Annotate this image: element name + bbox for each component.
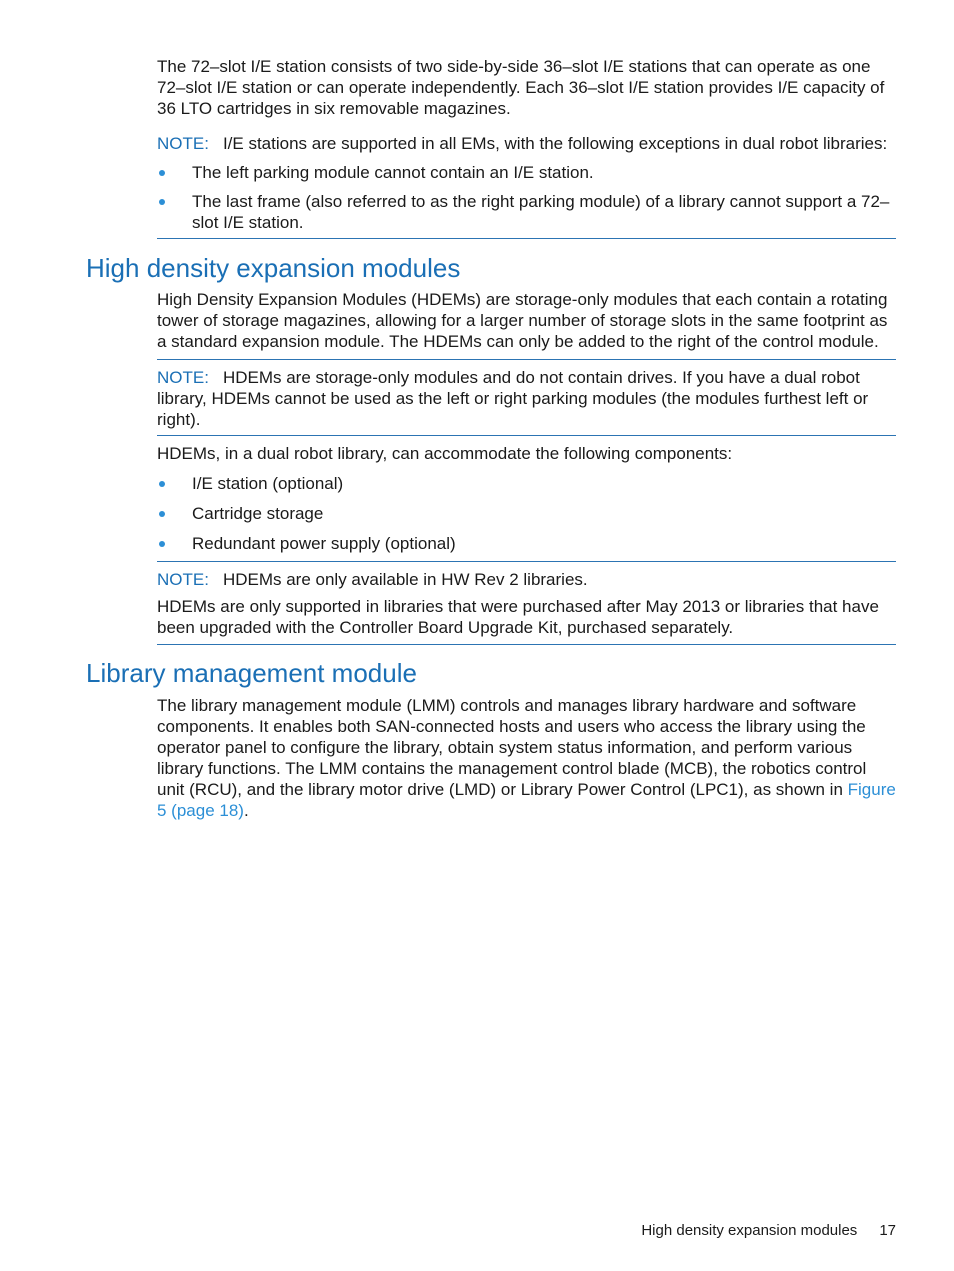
note-paragraph bbox=[157, 569, 896, 590]
note-hdem-storage bbox=[157, 359, 896, 436]
note-followup-paragraph: HDEMs are only supported in libraries that were purchased after May 2013 or libraries that have been upgraded with the Controller Board Upgrade Kit, purchased separately. bbox=[157, 597, 879, 637]
list-item: Cartridge storage bbox=[157, 503, 896, 524]
hdem-paragraph: High Density Expansion Modules (HDEMs) are storage-only modules that each contain a rotating tower of storage magazines, allowing for a larger number of storage slots in the same footprint as a standard expansion module. The HDEMs can only be added to the right of the control module. bbox=[157, 290, 888, 351]
note-hdem-rev2 bbox=[157, 561, 896, 645]
page-footer bbox=[641, 1222, 896, 1239]
section-heading-hdem: High density expansion modules bbox=[86, 253, 461, 283]
note-text: HDEMs are only available in HW Rev 2 libraries. bbox=[222, 570, 588, 589]
list-item: I/E station (optional) bbox=[157, 473, 896, 494]
components-list bbox=[157, 473, 896, 554]
hdem-intro bbox=[157, 289, 896, 352]
note-label: NOTE: bbox=[157, 570, 209, 589]
note-bullet-list bbox=[157, 162, 896, 233]
list-item: The last frame (also referred to as the right parking module) of a library cannot support a 72–slot I/E station. bbox=[157, 191, 896, 233]
intro-section bbox=[157, 56, 896, 119]
bullet-icon bbox=[159, 541, 165, 547]
hdem-components bbox=[157, 443, 896, 554]
bullet-icon bbox=[159, 170, 165, 176]
note-paragraph bbox=[157, 133, 896, 154]
lmm-paragraph: The library management module (LMM) controls and manages library hardware and software components. It enables both SAN-connected hosts and users who access the library using the operator panel to configure the library, obtain system status information, and perform various library functions. The LMM contains the management control blade (MCB), the robotics control unit (RCU), and the library motor drive (LMD) or Library Power Control (LPC1), as shown in Figure 5 (page 18). bbox=[157, 696, 896, 820]
lmm-section bbox=[157, 695, 896, 821]
intro-paragraph: The 72–slot I/E station consists of two side-by-side 36–slot I/E stations that can operate as one 72–slot I/E station or can operate independently. Each 36–slot I/E station provides I/E capacity of 36 LTO cartridges in six removable magazines. bbox=[157, 57, 885, 118]
bullet-icon bbox=[159, 511, 165, 517]
bullet-icon bbox=[159, 481, 165, 487]
list-item: The left parking module cannot contain an I/E station. bbox=[157, 162, 896, 183]
note-text: I/E stations are supported in all EMs, with the following exceptions in dual robot libraries: bbox=[222, 134, 888, 153]
page-number: 17 bbox=[879, 1222, 896, 1239]
bullet-icon bbox=[159, 199, 165, 205]
note-text: HDEMs are storage-only modules and do not contain drives. If you have a dual robot library, HDEMs cannot be used as the left or right parking modules (the modules furthest left or right). bbox=[157, 368, 869, 429]
footer-section-title: High density expansion modules bbox=[641, 1222, 858, 1239]
note-paragraph bbox=[157, 367, 896, 430]
section-heading-lmm: Library management module bbox=[86, 658, 417, 688]
figure-link[interactable]: Figure 5 (page 18) bbox=[157, 780, 896, 820]
note-label: NOTE: bbox=[157, 368, 209, 387]
note-ie-stations bbox=[157, 126, 896, 239]
note-label: NOTE: bbox=[157, 134, 209, 153]
list-item: Redundant power supply (optional) bbox=[157, 533, 896, 554]
components-intro: HDEMs, in a dual robot library, can accommodate the following components: bbox=[157, 444, 733, 463]
